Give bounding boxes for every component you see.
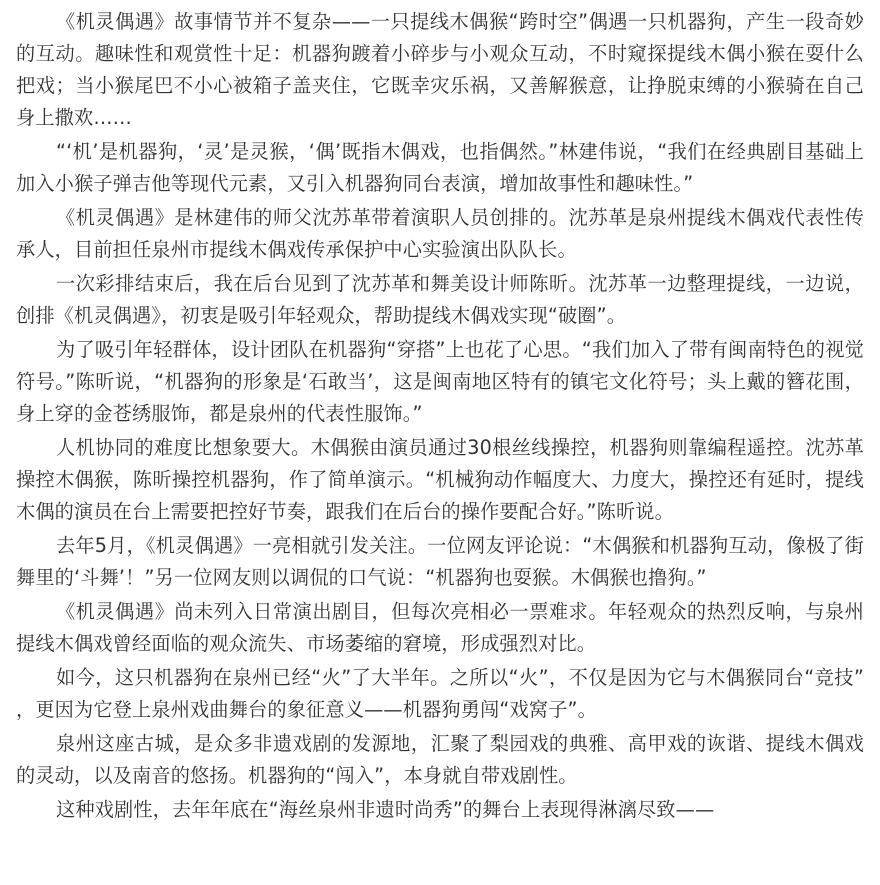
article-paragraph-5: 为了吸引年轻群体，设计团队在机器狗“穿搭”上也花了心思。“我们加入了带有闽南特色的视觉符号。”陈昕说，“机器狗的形象是‘石敢当’，这是闽南地区特有的镇宅文化符号；头上戴的簪花围，身上穿的金苍绣服饰，都是泉州的代表性服饰。” xyxy=(16,338,864,425)
article-paragraph-11: 这种戏剧性，去年年底在“海丝泉州非遗时尚秀”的舞台上表现得淋漓尽致—— xyxy=(56,798,715,821)
article-paragraph-10: 泉州这座古城，是众多非遗戏剧的发源地，汇聚了梨园戏的典雅、高甲戏的诙谐、提线木偶戏的灵动，以及南音的悠扬。机器狗的“闯入”，本身就自带戏剧性。 xyxy=(16,732,864,787)
article-paragraph-4: 一次彩排结束后，我在后台见到了沈苏革和舞美设计师陈昕。沈苏革一边整理提线，一边说，创排《机灵偶遇》，初衷是吸引年轻观众，帮助提线木偶戏实现“破圈”。 xyxy=(16,272,864,327)
article-paragraph-1: 《机灵偶遇》故事情节并不复杂——一只提线木偶猴“跨时空”偶遇一只机器狗，产生一段奇妙的互动。趣味性和观赏性十足：机器狗踱着小碎步与小观众互动，不时窥探提线木偶小猴在耍什么把戏；当小猴尾巴不小心被箱子盖夹住，它既幸灾乐祸，又善解猴意，让挣脱束缚的小猴骑在自己身上撒欢…… xyxy=(16,10,864,129)
article-paragraph-9: 如今，这只机器狗在泉州已经“火”了大半年。之所以“火”，不仅是因为它与木偶猴同台“竞技”，更因为它登上泉州戏曲舞台的象征意义——机器狗勇闯“戏窝子”。 xyxy=(16,666,864,721)
article-paragraph-2: “‘机’是机器狗，‘灵’是灵猴，‘偶’既指木偶戏，也指偶然。”林建伟说，“我们在经典剧目基础上加入小猴子弹吉他等现代元素，又引入机器狗同台表演，增加故事性和趣味性。” xyxy=(16,140,864,195)
article-paragraph-3: 《机灵偶遇》是林建伟的师父沈苏革带着演职人员创排的。沈苏革是泉州提线木偶戏代表性传承人，目前担任泉州市提线木偶戏传承保护中心实验演出队队长。 xyxy=(16,206,864,261)
article-paragraph-6: 人机协同的难度比想象要大。木偶猴由演员通过30根丝线操控，机器狗则靠编程遥控。沈苏革操控木偶猴，陈昕操控机器狗，作了简单演示。“机械狗动作幅度大、力度大，操控还有延时，提线木偶的演员在台上需要把控好节奏，跟我们在后台的操作要配合好。”陈昕说。 xyxy=(16,436,864,523)
article-paragraph-8: 《机灵偶遇》尚未列入日常演出剧目，但每次亮相必一票难求。年轻观众的热烈反响，与泉州提线木偶戏曾经面临的观众流失、市场萎缩的窘境，形成强烈对比。 xyxy=(16,600,864,655)
article-paragraph-7: 去年5月，《机灵偶遇》一亮相就引发关注。一位网友评论说：“木偶猴和机器狗互动，像极了街舞里的‘斗舞’！”另一位网友则以调侃的口气说：“机器狗也耍猴。木偶猴也撸狗。” xyxy=(16,534,864,589)
